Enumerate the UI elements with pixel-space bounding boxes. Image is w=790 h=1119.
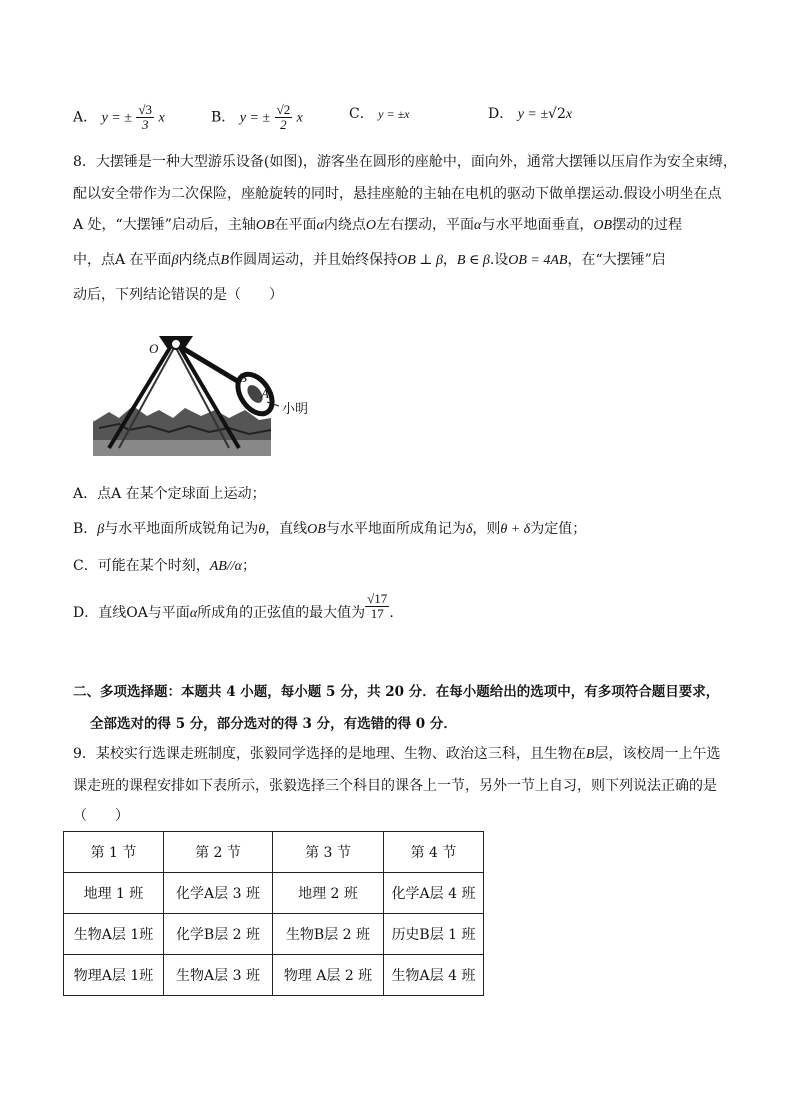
- text: 在平面: [274, 217, 317, 233]
- section-2-heading-2: 全部选对的得 5 分，部分选对的得 3 分，有选错的得 0 分．: [90, 716, 457, 732]
- q8-line-3: [73, 215, 682, 236]
- option-d-fraction: [365, 592, 389, 621]
- table-cell: 化学A层 3 班: [164, 873, 273, 914]
- table-cell: 物理 A层 2 班: [273, 955, 384, 996]
- table-row: [64, 914, 484, 955]
- table-cell: 历史B层 1 班: [384, 914, 484, 955]
- table-row: [64, 873, 484, 914]
- option-b-var: x: [296, 110, 303, 126]
- text: ，则: [472, 521, 501, 537]
- q8-line-2: 配以安全带作为二次保险，座舱旋转的同时，悬挂座舱的主轴在电机的驱动下做单摆运动.假设小明坐在点: [73, 186, 722, 202]
- text: 摆动的过程: [612, 217, 683, 233]
- table-cell: 化学A层 4 班: [384, 873, 484, 914]
- text: A 处，“大摆锤”启动后，主轴: [73, 217, 256, 233]
- option-label: D．: [488, 106, 514, 122]
- text: B．: [73, 521, 98, 537]
- table-cell: 物理A层 1班: [64, 955, 164, 996]
- math-ob: OB: [307, 522, 326, 537]
- table-header-cell: 第 1 节: [64, 832, 164, 873]
- text: 中，点A 在平面: [73, 252, 172, 268]
- math-alpha: α: [189, 606, 198, 621]
- option-a-fraction: [136, 103, 154, 132]
- fraction-numerator: √2: [276, 102, 291, 117]
- schedule-table: [63, 831, 484, 996]
- q9-line-2: 课走班的课程安排如下表所示，张毅选择三个科目的课各上一节，另外一节上自习，则下列说法正确的是: [73, 778, 717, 794]
- text: 与水平地面所成角记为: [325, 521, 466, 537]
- math-b: B: [220, 253, 230, 268]
- figure-label-o: O: [149, 341, 159, 356]
- figure-label-person: 小明: [282, 402, 309, 417]
- table-cell: 生物A层 1班: [64, 914, 164, 955]
- option-d-var: x: [565, 107, 573, 122]
- math-ob: OB: [593, 218, 613, 233]
- text: D．直线OA与平面: [73, 605, 190, 621]
- math-theta: θ: [258, 522, 266, 537]
- fraction-numerator: √17: [367, 590, 388, 606]
- fraction-numerator: √3: [138, 102, 153, 117]
- text: 内绕点: [178, 252, 221, 268]
- q9-line-1: [73, 744, 720, 765]
- math-o: O: [365, 218, 377, 233]
- option-a-prefix: y = ±: [101, 110, 132, 126]
- q8-line-1: 8．大摆锤是一种大型游乐设备(如图)，游客坐在圆形的座舱中，面向外，通常大摆锤以压肩作为安全束缚，: [73, 154, 737, 170]
- figure-label-b: B: [239, 370, 247, 385]
- q8-option-b: [73, 519, 586, 540]
- text: 左右摆动，平面: [376, 217, 475, 233]
- option-label: C．: [349, 106, 374, 122]
- q7-option-b: [211, 103, 303, 132]
- option-a-var: x: [158, 110, 165, 126]
- option-b-prefix: y = ±: [239, 110, 271, 126]
- table-header-row: [64, 832, 484, 873]
- q8-line-4: [73, 250, 666, 271]
- option-d-prefix: y = ±: [517, 107, 549, 122]
- fraction-denominator: 2: [280, 117, 287, 132]
- q7-option-a: [73, 103, 165, 132]
- q9-line-3: （ ）: [73, 808, 129, 824]
- q8-line-5: 动后，下列结论错误的是（ ）: [73, 287, 283, 303]
- option-b-fraction: [275, 103, 293, 132]
- math-sum: θ + δ: [500, 522, 531, 537]
- math-alpha: α: [316, 218, 324, 233]
- table-cell: 生物B层 2 班: [273, 914, 384, 955]
- text: 为定值；: [530, 521, 587, 537]
- math-eq: OB = 4AB: [508, 253, 568, 268]
- math-b: B: [585, 747, 595, 762]
- math-ob: OB: [255, 218, 275, 233]
- q7-option-c: [349, 104, 410, 124]
- table-row: [64, 955, 484, 996]
- pendulum-ride-figure: [89, 330, 319, 458]
- option-c-expr: y = ±x: [378, 107, 410, 121]
- table-header-cell: 第 3 节: [273, 832, 384, 873]
- table-header-cell: 第 2 节: [164, 832, 273, 873]
- text: 与水平地面垂直，: [481, 217, 594, 233]
- text: ，在“大摆锤”启: [567, 252, 666, 268]
- text: 9．某校实行选课走班制度，张毅同学选择的是地理、生物、政治这三科，且生物在: [73, 746, 586, 762]
- text: ，: [442, 252, 457, 268]
- table-cell: 地理 1 班: [64, 873, 164, 914]
- math-in: B ∈ β: [456, 253, 490, 268]
- text: ；: [241, 558, 256, 574]
- fraction-denominator: 17: [370, 605, 384, 621]
- table-cell: 地理 2 班: [273, 873, 384, 914]
- text: 与水平地面所成锐角记为: [104, 521, 259, 537]
- option-label: B．: [211, 109, 236, 126]
- math-perp: OB ⊥ β: [397, 253, 443, 268]
- q7-option-d: [488, 104, 572, 125]
- table-cell: 化学B层 2 班: [164, 914, 273, 955]
- text: C．可能在某个时刻，: [73, 558, 210, 574]
- option-label: A．: [73, 109, 98, 126]
- table-cell: 生物A层 3 班: [164, 955, 273, 996]
- table-header-cell: 第 4 节: [384, 832, 484, 873]
- math-beta: β: [171, 253, 179, 268]
- text: ，直线: [265, 521, 308, 537]
- math-expr: AB//α: [209, 559, 242, 574]
- text: 所成角的正弦值的最大值为: [197, 605, 366, 621]
- text: 作圆周运动，并且始终保持: [229, 252, 398, 268]
- text: .设: [489, 252, 509, 268]
- math-beta: β: [97, 522, 105, 537]
- figure-label-a: A: [261, 386, 269, 401]
- text: .: [389, 605, 394, 621]
- text: 内绕点: [323, 217, 366, 233]
- q8-option-a: A．点A 在某个定球面上运动；: [73, 486, 266, 502]
- math-delta: δ: [465, 522, 473, 537]
- section-2-heading: 二、多项选择题：本题共 4 小题，每小题 5 分，共 20 分．在每小题给出的选项中，有多项符合题目要求，: [73, 684, 720, 700]
- text: 层，该校周一上午选: [594, 746, 721, 762]
- option-d-root: √2: [548, 106, 566, 122]
- pendulum-ride-illustration: [89, 330, 319, 458]
- table-cell: 生物A层 4 班: [384, 955, 484, 996]
- math-alpha: α: [474, 218, 482, 233]
- fraction-denominator: 3: [141, 117, 149, 132]
- q8-option-c: [73, 556, 256, 577]
- q8-option-d: [73, 590, 394, 624]
